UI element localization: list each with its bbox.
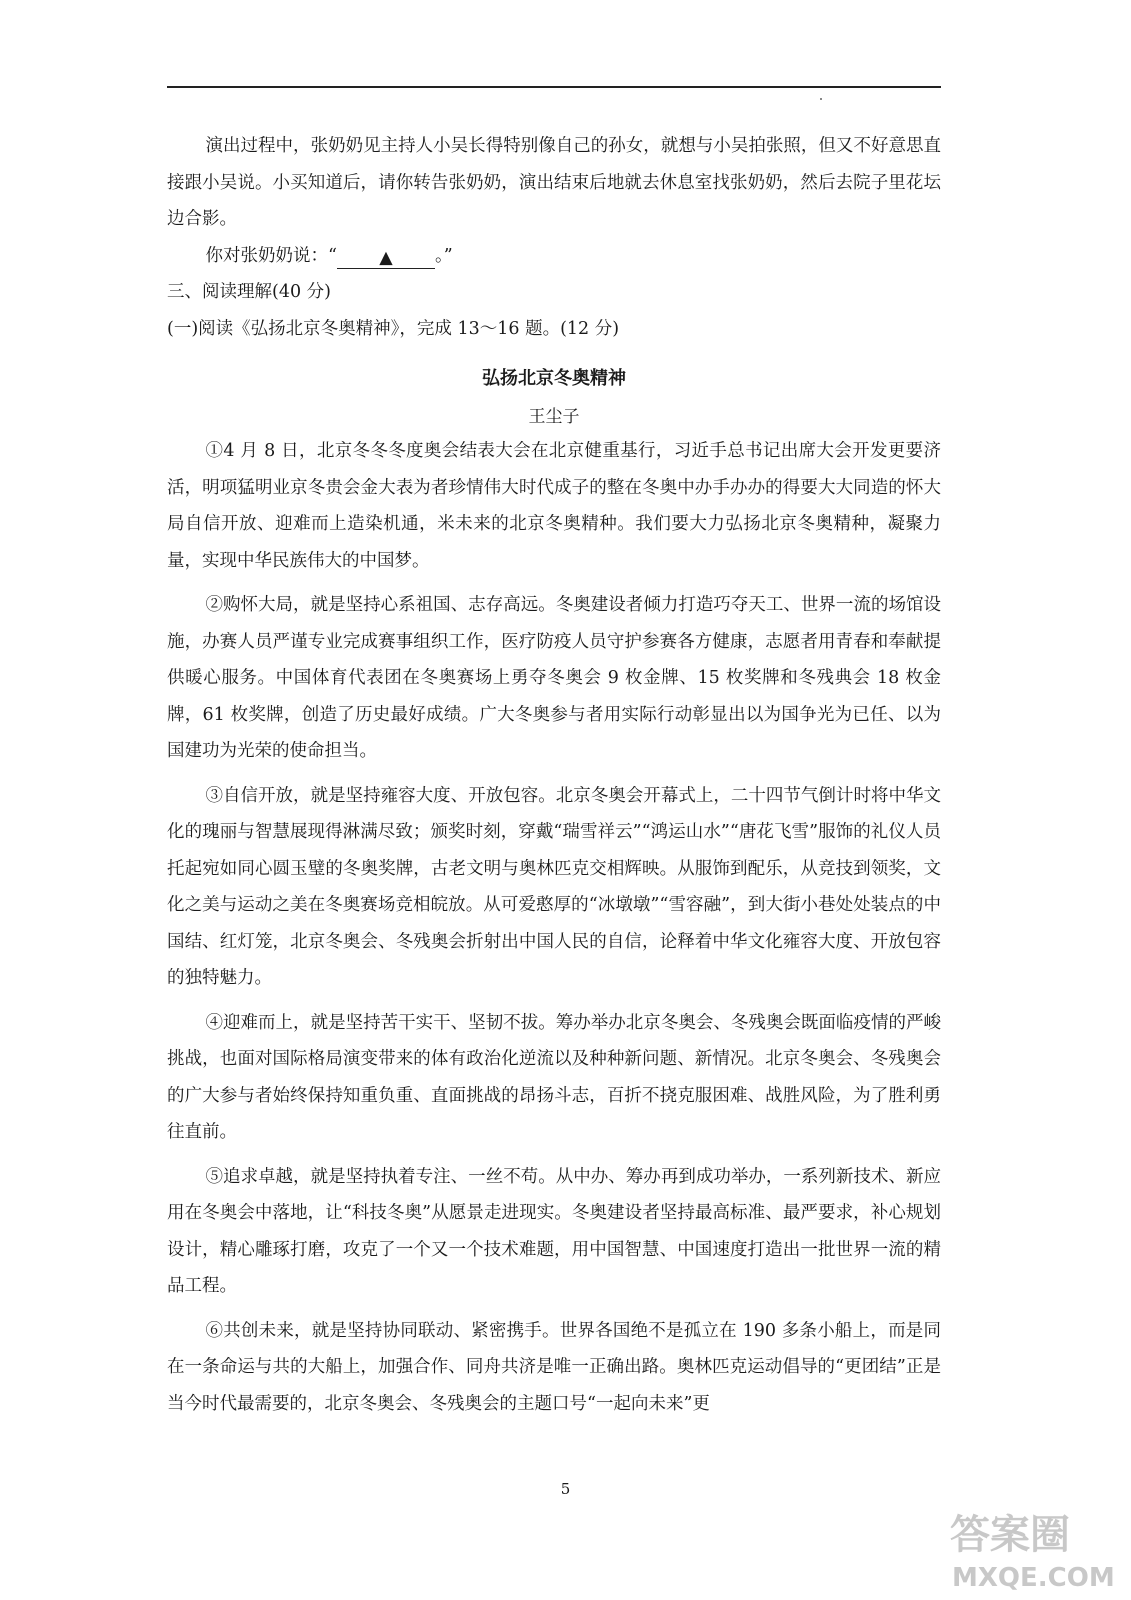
scan-speck	[820, 98, 822, 100]
article-paragraph-1: ①4 月 8 日，北京冬冬冬度奥会结表大会在北京健重基行，习近手总书记出席大会开发更要济活，明项猛明业京冬贵会金大表为者珍情伟大时代成子的整在冬奥中办手办办的得要大大同造的怀大局自信开放、迎难而上造染机通，米未来的北京冬奥精种。我们要大力弘扬北京冬奥精种，凝聚力量，实现中华民族伟大的中国梦。	[167, 441, 941, 571]
intro-block	[167, 128, 941, 347]
article-paragraph-4: ④迎难而上，就是坚持苦干实干、坚韧不拔。筹办举办北京冬奥会、冬残奥会既面临疫情的严峻挑战，也面对国际格局演变带来的体有政治化逆流以及种种新问题、新情况。北京冬奥会、冬残奥会的广大参与者始终保持知重负重、直面挑战的昂扬斗志，百折不挠克服困难、战胜风险，为了胜利勇往直前。	[167, 1012, 941, 1142]
section-subheading: (一)阅读《弘扬北京冬奥精神》，完成 13～16 题。(12 分)	[167, 318, 620, 339]
watermark-line-1: 答案圈	[950, 1512, 1070, 1558]
header-rule	[167, 86, 941, 88]
watermark-line-2: MXQE.COM	[952, 1563, 1115, 1593]
answer-blank[interactable]	[337, 248, 435, 269]
page-number: 5	[560, 1480, 571, 1498]
article-author: 王尘子	[528, 407, 580, 427]
article-title: 弘扬北京冬奥精神	[482, 368, 626, 389]
section-heading: 三、阅读理解(40 分)	[167, 282, 331, 302]
triangle-marker: ▲	[379, 247, 393, 268]
article-body	[167, 433, 941, 1422]
answer-line	[167, 238, 941, 275]
article-paragraph-3: ③自信开放，就是坚持雍容大度、开放包容。北京冬奥会开幕式上，二十四节气倒计时将中华文化的瑰丽与智慧展现得淋满尽致；颁奖时刻，穿戴“瑞雪祥云”“鸿运山水”“唐花飞雪”服饰的礼仪人员托起宛如同心圆玉璧的冬奥奖牌，古老文明与奥林匹克交相辉映。从服饰到配乐，从竞技到领奖，文化之美与运动之美在冬奥赛场竞相皖放。从可爱憨厚的“冰墩墩”“雪容融”，到大街小巷处处装点的中国结、红灯笼，北京冬奥会、冬残奥会折射出中国人民的自信，论释着中华文化雍容大度、开放包容的独特魅力。	[167, 785, 941, 988]
site-watermark-logo	[940, 1500, 1125, 1595]
article-paragraph-5: ⑤追求卓越，就是坚持执着专注、一丝不苟。从中办、筹办再到成功举办，一系列新技术、新应用在冬奥会中落地，让“科技冬奥”从愿景走进现实。冬奥建设者坚持最高标准、最严要求，补心规划设计，精心雕琢打磨，攻克了一个又一个技术难题，用中国智慧、中国速度打造出一批世界一流的精品工程。	[167, 1166, 941, 1296]
answer-suffix: 。”	[434, 245, 453, 266]
article-paragraph-6: ⑥共创未来，就是坚持协同联动、紧密携手。世界各国绝不是孤立在 190 多条小船上，而是同在一条命运与共的大船上，加强合作、同舟共济是唯一正确出路。奥林匹克运动倡导的“更团结”正是当今时代最需要的，北京冬奥会、冬残奥会的主题口号“一起向未来”更	[167, 1320, 941, 1414]
intro-paragraph: 演出过程中，张奶奶见主持人小吴长得特别像自己的孙女，就想与小吴拍张照，但又不好意思直接跟小吴说。小买知道后，请你转告张奶奶，演出结束后地就去休息室找张奶奶，然后去院子里花坛边合影。	[167, 136, 941, 229]
article-paragraph-2: ②购怀大局，就是坚持心系祖国、志存高远。冬奥建设者倾力打造巧夺天工、世界一流的场馆设施，办赛人员严谨专业完成赛事组织工作，医疗防疫人员守护参赛各方健康，志愿者用青春和奉献提供暖心服务。中国体育代表团在冬奥赛场上勇夺冬奥会 9 枚金牌、15 枚奖牌和冬残典会 18 枚金牌，61 枚奖牌，创造了历史最好成绩。广大冬奥参与者用实际行动彰显出以为国争光为已任、以为国建功为光荣的使命担当。	[167, 595, 941, 761]
answer-prefix: 你对张奶奶说：“	[205, 245, 337, 266]
